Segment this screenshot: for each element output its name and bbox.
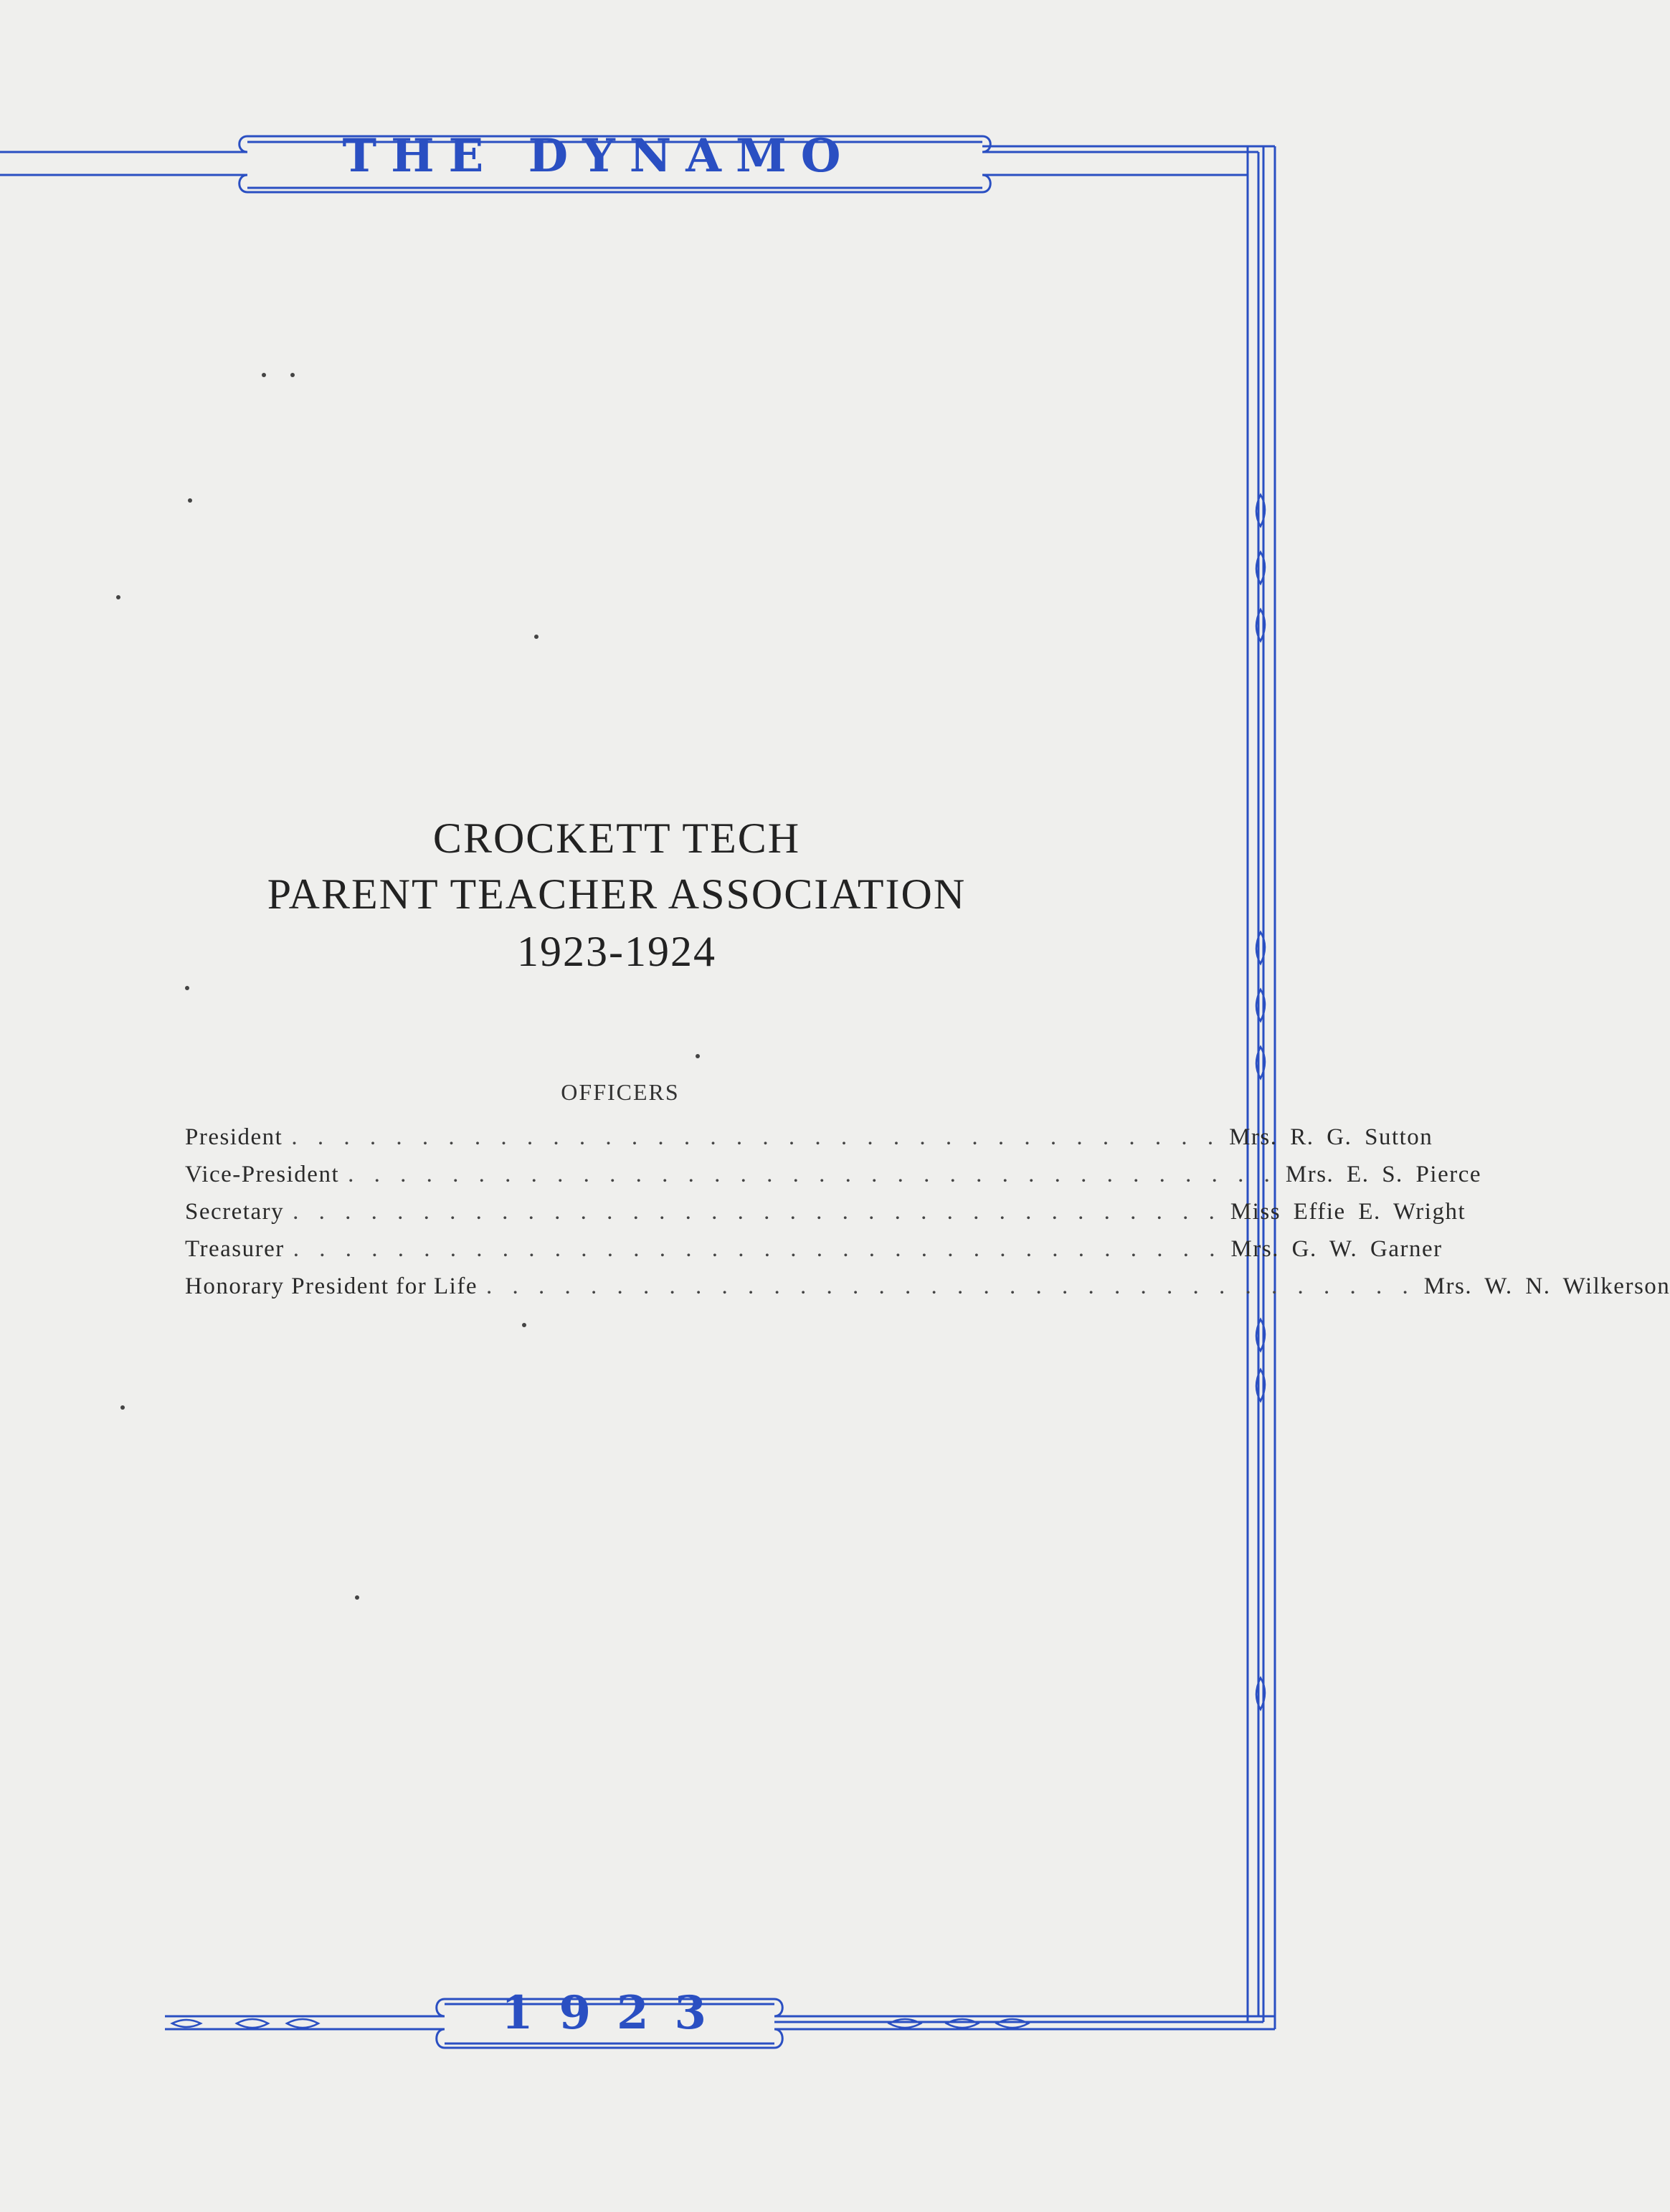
leader-dots: . . . . . . . . . . . . . . . . . . . . . . . . . . . . . . . . . . . . — [291, 1124, 1221, 1150]
officer-role: President — [185, 1124, 283, 1150]
header-title: THE DYNAMO — [342, 129, 855, 183]
officer-name: Mrs. E. S. Pierce — [1285, 1162, 1482, 1187]
officer-row — [185, 1124, 1433, 1162]
paper-speck — [355, 1595, 359, 1600]
paper-speck — [120, 1405, 125, 1410]
footer-year: 1923 — [500, 1986, 733, 2040]
officer-name: Mrs. G. W. Garner — [1230, 1236, 1443, 1262]
paper-speck — [185, 986, 189, 990]
officers-list — [185, 1124, 1670, 1311]
term-years: 1923-1924 — [517, 928, 716, 975]
officer-name: Mrs. R. G. Sutton — [1229, 1124, 1433, 1150]
officer-name: Miss Effie E. Wright — [1230, 1199, 1466, 1225]
paper-speck — [262, 373, 266, 377]
leader-dots: . . . . . . . . . . . . . . . . . . . . . . . . . . . . . . . . . . . . — [293, 1199, 1222, 1225]
paper-speck — [522, 1323, 526, 1327]
officer-role: Secretary — [185, 1199, 285, 1225]
paper-speck — [116, 595, 120, 599]
officer-row — [185, 1199, 1466, 1236]
leader-dots: . . . . . . . . . . . . . . . . . . . . . . . . . . . . . . . . . . . . — [348, 1162, 1277, 1187]
paper-speck — [696, 1054, 700, 1058]
leader-dots: . . . . . . . . . . . . . . . . . . . . . . . . . . . . . . . . . . . . — [293, 1236, 1223, 1262]
officer-role: Treasurer — [185, 1236, 285, 1262]
officer-row — [185, 1162, 1482, 1199]
leader-dots: . . . . . . . . . . . . . . . . . . . . . . . . . . . . . . . . . . . . — [485, 1273, 1415, 1299]
school-name: CROCKETT TECH — [432, 815, 801, 862]
paper-speck — [534, 635, 539, 639]
officer-role: Honorary President for Life — [185, 1273, 478, 1299]
officer-name: Mrs. W. N. Wilkerson — [1423, 1273, 1670, 1299]
officer-row — [185, 1273, 1670, 1311]
association-name: PARENT TEACHER ASSOCIATION — [267, 870, 967, 918]
officer-row — [185, 1236, 1443, 1273]
paper-speck — [290, 373, 295, 377]
officers-heading: OFFICERS — [561, 1079, 680, 1105]
paper-speck — [188, 498, 192, 503]
officer-role: Vice-President — [185, 1162, 340, 1187]
